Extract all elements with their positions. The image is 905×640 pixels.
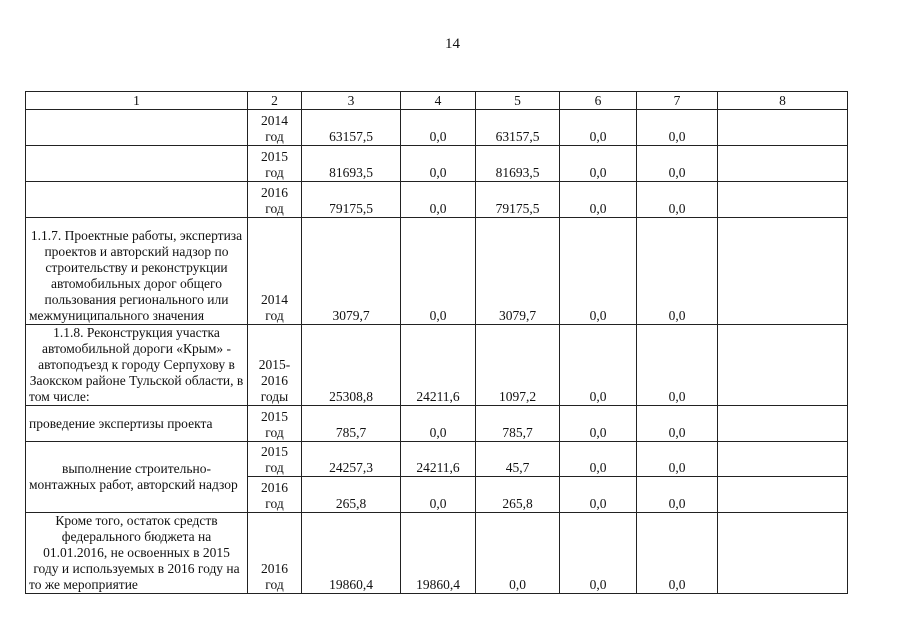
cell-value: 0,0 <box>637 513 718 594</box>
cell-value: 79175,5 <box>476 182 560 218</box>
cell-note <box>718 442 848 477</box>
cell-description <box>26 110 248 146</box>
cell-description: выполнение строительно-монтажных работ, авторский надзор <box>26 442 248 513</box>
cell-value: 0,0 <box>401 146 476 182</box>
cell-value: 0,0 <box>401 218 476 325</box>
cell-value: 0,0 <box>401 477 476 513</box>
cell-year: 2014 год <box>248 110 302 146</box>
cell-value: 3079,7 <box>476 218 560 325</box>
cell-note <box>718 406 848 442</box>
cell-description: 1.1.8. Реконструкция участка автомобильной дороги «Крым» - автоподъезд к городу Серпухову в Заокском районе Тульской области, в том числе: <box>26 325 248 406</box>
cell-value: 0,0 <box>560 218 637 325</box>
cell-value: 265,8 <box>302 477 401 513</box>
cell-value: 0,0 <box>637 110 718 146</box>
column-header: 4 <box>401 92 476 110</box>
cell-value: 0,0 <box>560 110 637 146</box>
cell-value: 0,0 <box>637 325 718 406</box>
cell-note <box>718 477 848 513</box>
cell-value: 0,0 <box>401 110 476 146</box>
column-header: 2 <box>248 92 302 110</box>
cell-value: 63157,5 <box>476 110 560 146</box>
column-header: 6 <box>560 92 637 110</box>
cell-description: Кроме того, остаток средств федерального бюджета на 01.01.2016, не освоенных в 2015 году и используемых в 2016 году на то же мероприятие <box>26 513 248 594</box>
cell-value: 0,0 <box>560 146 637 182</box>
cell-value: 0,0 <box>637 406 718 442</box>
cell-value: 0,0 <box>560 182 637 218</box>
cell-year: 2015 год <box>248 146 302 182</box>
cell-value: 25308,8 <box>302 325 401 406</box>
cell-note <box>718 110 848 146</box>
cell-value: 0,0 <box>401 406 476 442</box>
cell-note <box>718 513 848 594</box>
page-number: 14 <box>445 36 460 52</box>
cell-value: 24211,6 <box>401 442 476 477</box>
cell-note <box>718 146 848 182</box>
column-header: 5 <box>476 92 560 110</box>
column-header: 7 <box>637 92 718 110</box>
table-row <box>26 513 848 594</box>
table-row <box>26 182 848 218</box>
cell-value: 0,0 <box>560 513 637 594</box>
table-row <box>26 146 848 182</box>
cell-description <box>26 146 248 182</box>
cell-value: 0,0 <box>637 218 718 325</box>
cell-year: 2015 год <box>248 406 302 442</box>
cell-value: 79175,5 <box>302 182 401 218</box>
cell-value: 24257,3 <box>302 442 401 477</box>
cell-year: 2016 год <box>248 182 302 218</box>
cell-value: 24211,6 <box>401 325 476 406</box>
cell-description: 1.1.7. Проектные работы, экспертиза проектов и авторский надзор по строительству и реконструкции автомобильных дорог общего пользования регионального или межмуниципального значения <box>26 218 248 325</box>
cell-value: 265,8 <box>476 477 560 513</box>
cell-value: 0,0 <box>637 442 718 477</box>
cell-value: 81693,5 <box>302 146 401 182</box>
table-row <box>26 218 848 325</box>
cell-value: 0,0 <box>560 477 637 513</box>
table-row <box>26 325 848 406</box>
cell-description <box>26 182 248 218</box>
cell-note <box>718 218 848 325</box>
cell-year: 2016 год <box>248 513 302 594</box>
cell-value: 785,7 <box>476 406 560 442</box>
budget-table <box>25 91 848 594</box>
column-header: 1 <box>26 92 248 110</box>
cell-value: 0,0 <box>637 182 718 218</box>
cell-value: 45,7 <box>476 442 560 477</box>
cell-value: 0,0 <box>476 513 560 594</box>
cell-value: 0,0 <box>560 442 637 477</box>
cell-value: 0,0 <box>637 146 718 182</box>
cell-note <box>718 325 848 406</box>
cell-description: проведение экспертизы проекта <box>26 406 248 442</box>
cell-year: 2015- 2016 годы <box>248 325 302 406</box>
cell-value: 81693,5 <box>476 146 560 182</box>
table-row <box>26 110 848 146</box>
cell-note <box>718 182 848 218</box>
cell-year: 2016 год <box>248 477 302 513</box>
cell-value: 19860,4 <box>401 513 476 594</box>
table-header-row <box>26 92 848 110</box>
cell-value: 0,0 <box>401 182 476 218</box>
cell-value: 0,0 <box>637 477 718 513</box>
cell-year: 2014 год <box>248 218 302 325</box>
table-row <box>26 442 848 477</box>
cell-value: 1097,2 <box>476 325 560 406</box>
cell-value: 785,7 <box>302 406 401 442</box>
cell-value: 3079,7 <box>302 218 401 325</box>
cell-value: 0,0 <box>560 406 637 442</box>
column-header: 8 <box>718 92 848 110</box>
cell-value: 19860,4 <box>302 513 401 594</box>
cell-value: 63157,5 <box>302 110 401 146</box>
column-header: 3 <box>302 92 401 110</box>
cell-year: 2015 год <box>248 442 302 477</box>
table-row <box>26 406 848 442</box>
cell-value: 0,0 <box>560 325 637 406</box>
